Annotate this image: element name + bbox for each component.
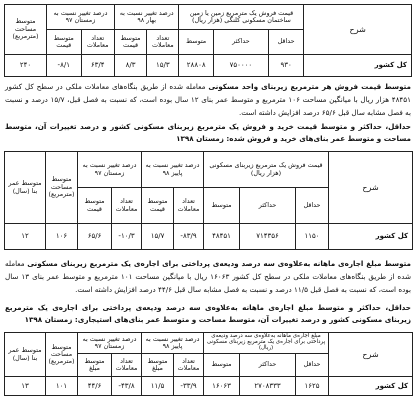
sub-header-count: تعداد معاملات xyxy=(112,188,142,224)
sub-header-max: حداکثر xyxy=(213,30,268,55)
paragraph-text: معامله شده از طریق بنگاه‌های معاملات ملکی در سطح کل کشور ۴۸۴۵۱ هزار ریال با میانگین مساحت ۱۰۶ مترمربع و متوسط عمر بنای ۱۲ سال بوده است، که نسبت به فصل قبل، ۱۵/۷ درصد و نسبت به فصل مشابه سال قبل ۶۵/۶ درصد افزایش داشته است. xyxy=(5,82,412,117)
cell-min: ۱۶۲۵ xyxy=(296,377,329,396)
sub-header-avg-price: متوسط قیمت xyxy=(142,188,174,224)
sub-header-avg: متوسط xyxy=(204,188,240,224)
sub-header-count: تعداد معاملات xyxy=(81,30,114,55)
table-caption: حداقل، حداکثر و متوسط مبلغ اجاره‌ی ماهانه به‌علاوه‌ی سه درصد ودیعه‌ی پرداختی برای اجاره‌ی یک مترمربع زیربنای مسکونی کشور و درصد تغییرات آن، متوسط مساحت و متوسط عمر بنای‌های استیجاری: زمستان ۱۳۹۸ xyxy=(5,303,411,324)
table-row xyxy=(5,55,412,77)
table-row xyxy=(5,224,413,250)
sub-header-avg-amount: متوسط مبلغ xyxy=(142,354,174,377)
sale-price-paragraph xyxy=(5,80,411,119)
sub-header-min: حداقل xyxy=(268,30,304,55)
col-header-price: قیمت فروش یک مترمربع زمین یا زمین ساختمان مسکونی کلنگی (هزار ریال) xyxy=(179,5,304,30)
cell-count-change: ۶۳/۴ xyxy=(81,55,114,77)
cell-avg-area: ۱۰۶ xyxy=(46,224,78,250)
col-header-desc: شرح xyxy=(304,5,412,55)
cell-count-change: ۱۵/۳ xyxy=(147,55,179,77)
col-header-price: قیمت فروش یک مترمربع زیربنای مسکونی (هزار ریال) xyxy=(204,152,329,188)
sub-header-count: تعداد معاملات xyxy=(112,354,142,377)
cell-min: ۹۳۰ xyxy=(268,55,304,77)
table-caption: حداقل، حداکثر و متوسط قیمت خرید و فروش یک مترمربع زیربنای مسکونی کشور و درصد تغییرات آن، متوسط مساحت و متوسط عمر بنای‌های خرید و فروش شده: زمستان ۱۳۹۸ xyxy=(5,122,411,143)
sub-header-min: حداقل xyxy=(296,354,329,377)
paragraph-lead: متوسط قیمت فروش هر مترمربع زیربنای واحد مسکونی xyxy=(208,82,411,91)
cell-avg: ۴۸۴۵۱ xyxy=(204,224,240,250)
col-header-change-winter97: درصد تغییر نسبت به زمستان ۹۷ xyxy=(47,5,115,30)
sub-header-count: تعداد معاملات xyxy=(174,188,204,224)
cell-count-change: ۸۳/۹- xyxy=(174,224,204,250)
sub-header-avg: متوسط xyxy=(204,354,240,377)
col-header-change-winter97: درصد تغییر نسبت به زمستان ۹۷ xyxy=(78,152,142,188)
cell-max: ۲۷۰۸۳۳۳ xyxy=(240,377,296,396)
cell-max: ۷۱۴۳۵۶ xyxy=(240,224,296,250)
cell-price-change: ۸/۳ xyxy=(114,55,146,77)
col-header-change-fall98: درصد تغییر نسبت به پاییز ۹۸ xyxy=(142,333,204,354)
col-header-desc: شرح xyxy=(329,152,413,224)
cell-avg-age: ۱۲ xyxy=(5,224,46,250)
paragraph-lead: متوسط مبلغ اجاره‌ی ماهانه به‌علاوه‌ی سه درصد ودیعه‌ی پرداختی برای اجاره‌ی یک مترمربع زیربنای مسکونی xyxy=(27,259,411,268)
sub-header-count: تعداد معاملات xyxy=(147,30,179,55)
cell-avg: ۲۸۸۰۸ xyxy=(179,55,213,77)
land-price-table xyxy=(4,4,412,77)
cell-price-change: ۱۵/۷ xyxy=(142,224,174,250)
row-label: کل کشور xyxy=(329,377,413,396)
col-header-avg-age: متوسط عمر بنا (سال) xyxy=(5,333,46,377)
sub-header-max: حداکثر xyxy=(240,354,296,377)
cell-avg-area: ۱۰۱ xyxy=(46,377,78,396)
cell-price-change: ۶۵/۶ xyxy=(78,224,112,250)
col-header-change-fall98: درصد تغییر نسبت به پاییز ۹۸ xyxy=(142,152,204,188)
col-header-rent: مبلغ اجاره‌ی ماهانه به‌علاوه‌ی سه درصد ودیعه‌ی پرداختی برای اجاره‌ی یک مترمربع زیربنای مسکونی (ریال) xyxy=(204,333,329,354)
sub-header-count: تعداد معاملات xyxy=(174,354,204,377)
row-label: کل کشور xyxy=(304,55,412,77)
col-header-avg-age: متوسط عمر بنا (سال) xyxy=(5,152,46,224)
table-row xyxy=(5,377,413,396)
col-header-change-spring98: درصد تغییر نسبت به بهار ۹۸ xyxy=(114,5,179,30)
col-header-desc: شرح xyxy=(329,333,413,377)
sub-header-avg-price: متوسط قیمت xyxy=(78,188,112,224)
paragraph-text: معامله شده از طریق بنگاه‌های معاملات ملکی در سطح کل کشور ۱۶۰۶۳ ریال با میانگین مساحت ۱۰۱ مترمربع و متوسط عمر بنای ۱۳ سال بوده است، که نسبت به فصل قبل ۱۱/۵ درصد و نسبت به فصل مشابه سال قبل ۴۴/۶ درصد افزایش داشته است. xyxy=(5,259,411,294)
rent-table xyxy=(4,332,413,396)
cell-count-change: ۴۳/۸- xyxy=(112,377,142,396)
col-header-avg-area: متوسط مساحت (مترمربع) xyxy=(5,5,47,55)
col-header-avg-area: متوسط مساحت (مترمربع) xyxy=(46,152,78,224)
sub-header-max: حداکثر xyxy=(240,188,296,224)
rent-paragraph xyxy=(5,257,411,296)
col-header-avg-area: متوسط مساحت (مترمربع) xyxy=(46,333,78,377)
col-header-change-winter97: درصد تغییر نسبت به زمستان ۹۷ xyxy=(78,333,142,354)
cell-avg-area: ۲۴۰ xyxy=(5,55,47,77)
row-label: کل کشور xyxy=(329,224,413,250)
cell-max: ۷۵۰۰۰۰ xyxy=(213,55,268,77)
cell-amount-change: ۴۴/۶ xyxy=(78,377,112,396)
cell-amount-change: ۱۱/۵ xyxy=(142,377,174,396)
sub-header-avg-price: متوسط قیمت xyxy=(47,30,81,55)
cell-count-change: ۱۰/۳- xyxy=(112,224,142,250)
cell-count-change: ۳۳/۹- xyxy=(174,377,204,396)
cell-price-change: ۸/۱- xyxy=(47,55,81,77)
cell-min: ۱۱۵۰ xyxy=(296,224,329,250)
residential-sale-table xyxy=(4,151,413,250)
cell-avg: ۱۶۰۶۳ xyxy=(204,377,240,396)
cell-avg-age: ۱۳ xyxy=(5,377,46,396)
sub-header-min: حداقل xyxy=(296,188,329,224)
sub-header-avg-amount: متوسط مبلغ xyxy=(78,354,112,377)
sub-header-avg-price: متوسط قیمت xyxy=(114,30,146,55)
sub-header-avg: متوسط xyxy=(179,30,213,55)
